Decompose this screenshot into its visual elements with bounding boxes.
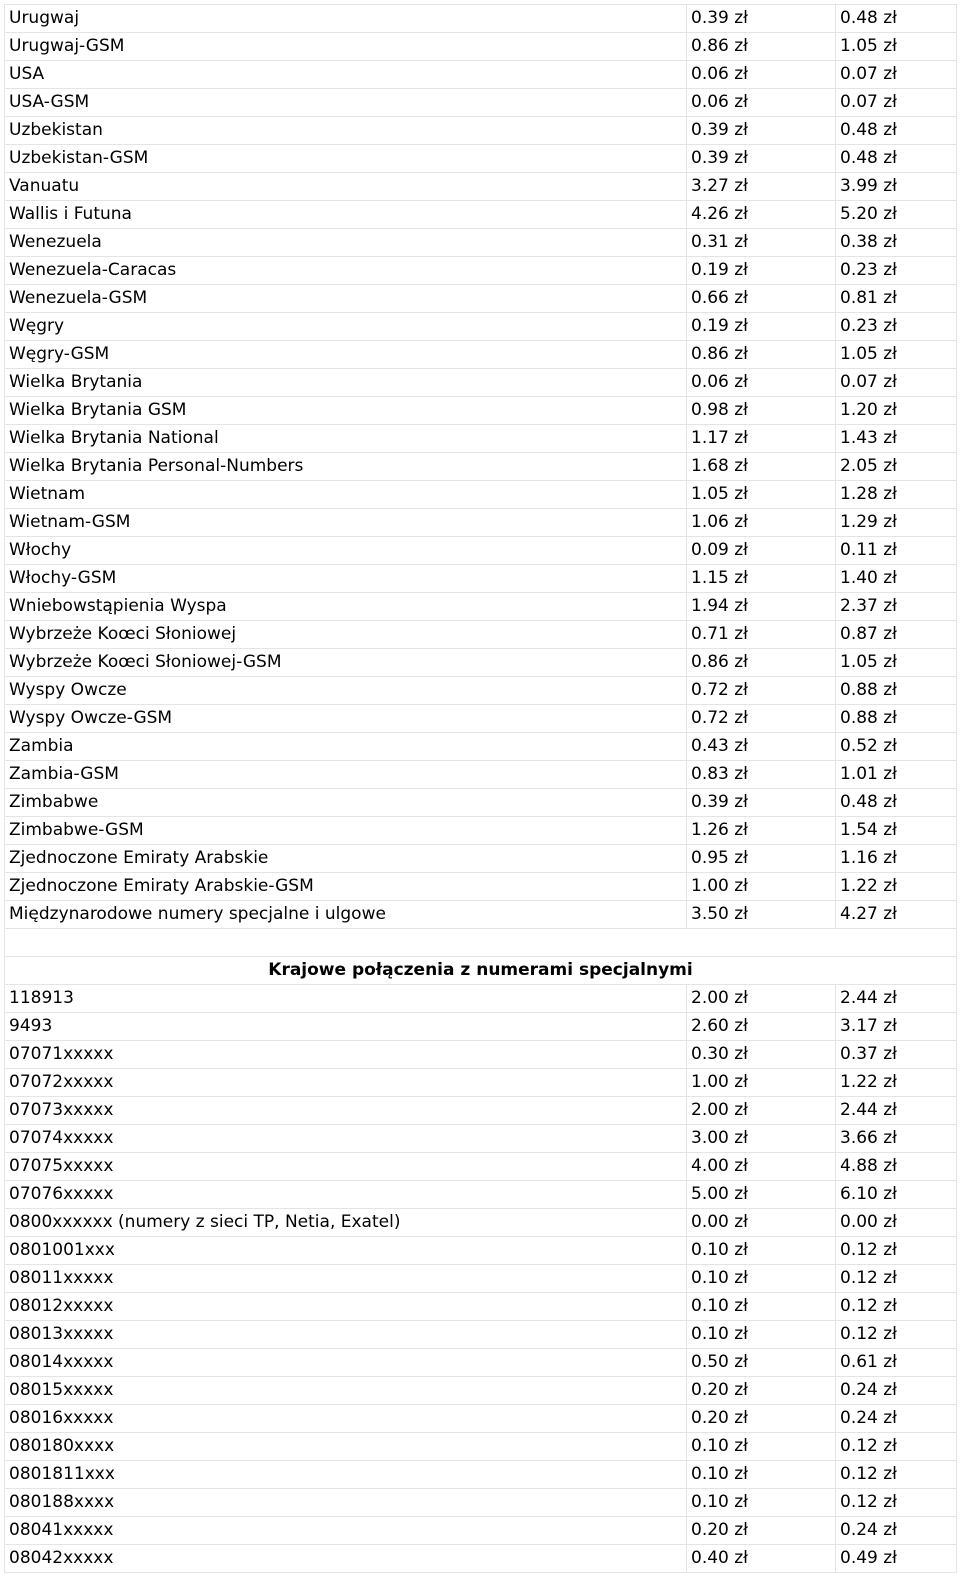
table-row [5,565,957,593]
table-row [5,1405,957,1433]
row-name-cell: Wyspy Owcze [5,677,687,705]
table-row [5,1153,957,1181]
net-price-cell: 0.72 zł [687,705,836,733]
gross-price-cell: 1.22 zł [836,873,957,901]
row-name-cell: USA-GSM [5,89,687,117]
net-price-cell: 0.40 zł [687,1545,836,1573]
row-name-cell: 08041xxxxx [5,1517,687,1545]
net-price-cell: 0.09 zł [687,537,836,565]
net-price-cell: 0.20 zł [687,1405,836,1433]
net-price-cell: 0.10 zł [687,1293,836,1321]
table-row [5,61,957,89]
row-name-cell: 0801001xxx [5,1237,687,1265]
gross-price-cell: 2.05 zł [836,453,957,481]
table-row [5,1349,957,1377]
table-row [5,817,957,845]
net-price-cell: 0.86 zł [687,341,836,369]
gross-price-cell: 5.20 zł [836,201,957,229]
row-name-cell: 0800xxxxxx (numery z sieci TP, Netia, Exatel) [5,1209,687,1237]
row-name-cell: Włochy [5,537,687,565]
gross-price-cell: 0.07 zł [836,369,957,397]
gross-price-cell: 2.44 zł [836,1097,957,1125]
net-price-cell: 0.71 zł [687,621,836,649]
row-name-cell: Wybrzeże Koœci Słoniowej-GSM [5,649,687,677]
net-price-cell: 0.86 zł [687,33,836,61]
gross-price-cell: 4.88 zł [836,1153,957,1181]
row-name-cell: 08016xxxxx [5,1405,687,1433]
row-name-cell: 07075xxxxx [5,1153,687,1181]
net-price-cell: 0.66 zł [687,285,836,313]
table-row [5,1265,957,1293]
net-price-cell: 0.95 zł [687,845,836,873]
table-row [5,1237,957,1265]
net-price-cell: 0.10 zł [687,1321,836,1349]
table-row [5,173,957,201]
spacer-row [5,929,957,957]
gross-price-cell: 0.12 zł [836,1265,957,1293]
table-row [5,1433,957,1461]
net-price-cell: 0.06 zł [687,369,836,397]
table-row [5,481,957,509]
gross-price-cell: 0.48 zł [836,117,957,145]
table-row [5,33,957,61]
row-name-cell: Wniebowstąpienia Wyspa [5,593,687,621]
net-price-cell: 0.86 zł [687,649,836,677]
table-row [5,1125,957,1153]
table-row [5,1517,957,1545]
gross-price-cell: 1.05 zł [836,341,957,369]
row-name-cell: Zimbabwe [5,789,687,817]
net-price-cell: 0.00 zł [687,1209,836,1237]
gross-price-cell: 0.88 zł [836,677,957,705]
gross-price-cell: 2.44 zł [836,985,957,1013]
gross-price-cell: 0.48 zł [836,5,957,33]
gross-price-cell: 0.88 zł [836,705,957,733]
table-row [5,1097,957,1125]
table-row [5,89,957,117]
row-name-cell: 08013xxxxx [5,1321,687,1349]
table-row [5,789,957,817]
gross-price-cell: 4.27 zł [836,901,957,929]
row-name-cell: 08014xxxxx [5,1349,687,1377]
net-price-cell: 1.00 zł [687,1069,836,1097]
table-row [5,985,957,1013]
row-name-cell: Wietnam-GSM [5,509,687,537]
table-row [5,705,957,733]
gross-price-cell: 3.66 zł [836,1125,957,1153]
net-price-cell: 0.98 zł [687,397,836,425]
row-name-cell: Wyspy Owcze-GSM [5,705,687,733]
table-row [5,733,957,761]
international-rates [5,5,957,929]
net-price-cell: 0.10 zł [687,1433,836,1461]
gross-price-cell: 3.99 zł [836,173,957,201]
gross-price-cell: 0.12 zł [836,1433,957,1461]
table-row [5,425,957,453]
net-price-cell: 4.26 zł [687,201,836,229]
row-name-cell: Zambia-GSM [5,761,687,789]
gross-price-cell: 0.23 zł [836,257,957,285]
row-name-cell: Węgry [5,313,687,341]
row-name-cell: 08011xxxxx [5,1265,687,1293]
gross-price-cell: 0.11 zł [836,537,957,565]
net-price-cell: 0.06 zł [687,89,836,117]
table-row [5,1489,957,1517]
gross-price-cell: 0.52 zł [836,733,957,761]
table-row [5,509,957,537]
row-name-cell: 0801811xxx [5,1461,687,1489]
gross-price-cell: 0.07 zł [836,61,957,89]
table-row [5,1069,957,1097]
net-price-cell: 0.10 zł [687,1489,836,1517]
gross-price-cell: 0.12 zł [836,1237,957,1265]
table-row [5,845,957,873]
table-row [5,1293,957,1321]
gross-price-cell: 0.61 zł [836,1349,957,1377]
gross-price-cell: 0.24 zł [836,1405,957,1433]
table-row [5,397,957,425]
row-name-cell: Urugwaj-GSM [5,33,687,61]
table-row [5,453,957,481]
gross-price-cell: 0.24 zł [836,1517,957,1545]
special-number-rates [5,985,957,1573]
net-price-cell: 0.72 zł [687,677,836,705]
row-name-cell: Zimbabwe-GSM [5,817,687,845]
row-name-cell: 08015xxxxx [5,1377,687,1405]
gross-price-cell: 0.07 zł [836,89,957,117]
row-name-cell: Międzynarodowe numery specjalne i ulgowe [5,901,687,929]
row-name-cell: Wallis i Futuna [5,201,687,229]
row-name-cell: Uzbekistan-GSM [5,145,687,173]
table-row [5,1013,957,1041]
table-row [5,5,957,33]
net-price-cell: 0.10 zł [687,1237,836,1265]
table-row [5,313,957,341]
row-name-cell: Wielka Brytania GSM [5,397,687,425]
net-price-cell: 3.27 zł [687,173,836,201]
net-price-cell: 0.39 zł [687,5,836,33]
gross-price-cell: 0.87 zł [836,621,957,649]
row-name-cell: 08012xxxxx [5,1293,687,1321]
gross-price-cell: 0.38 zł [836,229,957,257]
section-divider [5,929,957,985]
section-title: Krajowe połączenia z numerami specjalnymi [5,957,957,985]
net-price-cell: 2.00 zł [687,985,836,1013]
net-price-cell: 0.10 zł [687,1265,836,1293]
table-row [5,873,957,901]
section-title-row [5,957,957,985]
rates-table [4,4,957,1573]
rate-sheet [4,4,956,1573]
gross-price-cell: 1.40 zł [836,565,957,593]
gross-price-cell: 0.12 zł [836,1293,957,1321]
table-row [5,341,957,369]
net-price-cell: 1.68 zł [687,453,836,481]
table-row [5,1321,957,1349]
row-name-cell: 080180xxxx [5,1433,687,1461]
net-price-cell: 0.83 zł [687,761,836,789]
row-name-cell: 080188xxxx [5,1489,687,1517]
row-name-cell: Wenezuela-GSM [5,285,687,313]
row-name-cell: Zambia [5,733,687,761]
gross-price-cell: 1.43 zł [836,425,957,453]
row-name-cell: USA [5,61,687,89]
net-price-cell: 1.17 zł [687,425,836,453]
net-price-cell: 2.60 zł [687,1013,836,1041]
net-price-cell: 0.43 zł [687,733,836,761]
gross-price-cell: 2.37 zł [836,593,957,621]
row-name-cell: Zjednoczone Emiraty Arabskie-GSM [5,873,687,901]
table-row [5,621,957,649]
table-row [5,901,957,929]
net-price-cell: 1.00 zł [687,873,836,901]
gross-price-cell: 1.20 zł [836,397,957,425]
table-row [5,201,957,229]
gross-price-cell: 0.12 zł [836,1461,957,1489]
net-price-cell: 5.00 zł [687,1181,836,1209]
gross-price-cell: 0.23 zł [836,313,957,341]
gross-price-cell: 0.24 zł [836,1377,957,1405]
gross-price-cell: 0.48 zł [836,145,957,173]
net-price-cell: 0.06 zł [687,61,836,89]
gross-price-cell: 0.48 zł [836,789,957,817]
gross-price-cell: 1.54 zł [836,817,957,845]
row-name-cell: Zjednoczone Emiraty Arabskie [5,845,687,873]
net-price-cell: 1.15 zł [687,565,836,593]
row-name-cell: Wenezuela [5,229,687,257]
net-price-cell: 0.30 zł [687,1041,836,1069]
table-row [5,593,957,621]
table-row [5,117,957,145]
row-name-cell: Włochy-GSM [5,565,687,593]
row-name-cell: Uzbekistan [5,117,687,145]
row-name-cell: Wielka Brytania [5,369,687,397]
row-name-cell: 08042xxxxx [5,1545,687,1573]
row-name-cell: Wenezuela-Caracas [5,257,687,285]
net-price-cell: 4.00 zł [687,1153,836,1181]
net-price-cell: 3.00 zł [687,1125,836,1153]
gross-price-cell: 1.16 zł [836,845,957,873]
table-row [5,285,957,313]
net-price-cell: 1.26 zł [687,817,836,845]
row-name-cell: Wybrzeże Koœci Słoniowej [5,621,687,649]
gross-price-cell: 0.81 zł [836,285,957,313]
table-row [5,649,957,677]
gross-price-cell: 0.12 zł [836,1321,957,1349]
row-name-cell: Vanuatu [5,173,687,201]
gross-price-cell: 1.05 zł [836,33,957,61]
net-price-cell: 0.50 zł [687,1349,836,1377]
net-price-cell: 0.31 zł [687,229,836,257]
table-row [5,1209,957,1237]
net-price-cell: 0.39 zł [687,145,836,173]
row-name-cell: 118913 [5,985,687,1013]
table-row [5,1041,957,1069]
gross-price-cell: 1.05 zł [836,649,957,677]
row-name-cell: Urugwaj [5,5,687,33]
table-row [5,537,957,565]
table-row [5,1181,957,1209]
table-row [5,761,957,789]
gross-price-cell: 0.12 zł [836,1489,957,1517]
table-row [5,257,957,285]
row-name-cell: Węgry-GSM [5,341,687,369]
row-name-cell: 07076xxxxx [5,1181,687,1209]
gross-price-cell: 0.49 zł [836,1545,957,1573]
gross-price-cell: 0.37 zł [836,1041,957,1069]
gross-price-cell: 3.17 zł [836,1013,957,1041]
row-name-cell: 07072xxxxx [5,1069,687,1097]
table-row [5,145,957,173]
net-price-cell: 1.05 zł [687,481,836,509]
net-price-cell: 0.10 zł [687,1461,836,1489]
row-name-cell: 9493 [5,1013,687,1041]
row-name-cell: Wietnam [5,481,687,509]
net-price-cell: 0.20 zł [687,1517,836,1545]
table-row [5,369,957,397]
gross-price-cell: 1.22 zł [836,1069,957,1097]
table-row [5,1461,957,1489]
net-price-cell: 0.39 zł [687,117,836,145]
row-name-cell: Wielka Brytania Personal-Numbers [5,453,687,481]
gross-price-cell: 1.28 zł [836,481,957,509]
gross-price-cell: 6.10 zł [836,1181,957,1209]
net-price-cell: 0.19 zł [687,313,836,341]
net-price-cell: 1.06 zł [687,509,836,537]
gross-price-cell: 0.00 zł [836,1209,957,1237]
row-name-cell: 07073xxxxx [5,1097,687,1125]
row-name-cell: 07071xxxxx [5,1041,687,1069]
net-price-cell: 2.00 zł [687,1097,836,1125]
gross-price-cell: 1.29 zł [836,509,957,537]
net-price-cell: 0.39 zł [687,789,836,817]
net-price-cell: 3.50 zł [687,901,836,929]
net-price-cell: 0.19 zł [687,257,836,285]
net-price-cell: 1.94 zł [687,593,836,621]
table-row [5,229,957,257]
table-row [5,1545,957,1573]
row-name-cell: 07074xxxxx [5,1125,687,1153]
net-price-cell: 0.20 zł [687,1377,836,1405]
row-name-cell: Wielka Brytania National [5,425,687,453]
table-row [5,677,957,705]
gross-price-cell: 1.01 zł [836,761,957,789]
table-row [5,1377,957,1405]
